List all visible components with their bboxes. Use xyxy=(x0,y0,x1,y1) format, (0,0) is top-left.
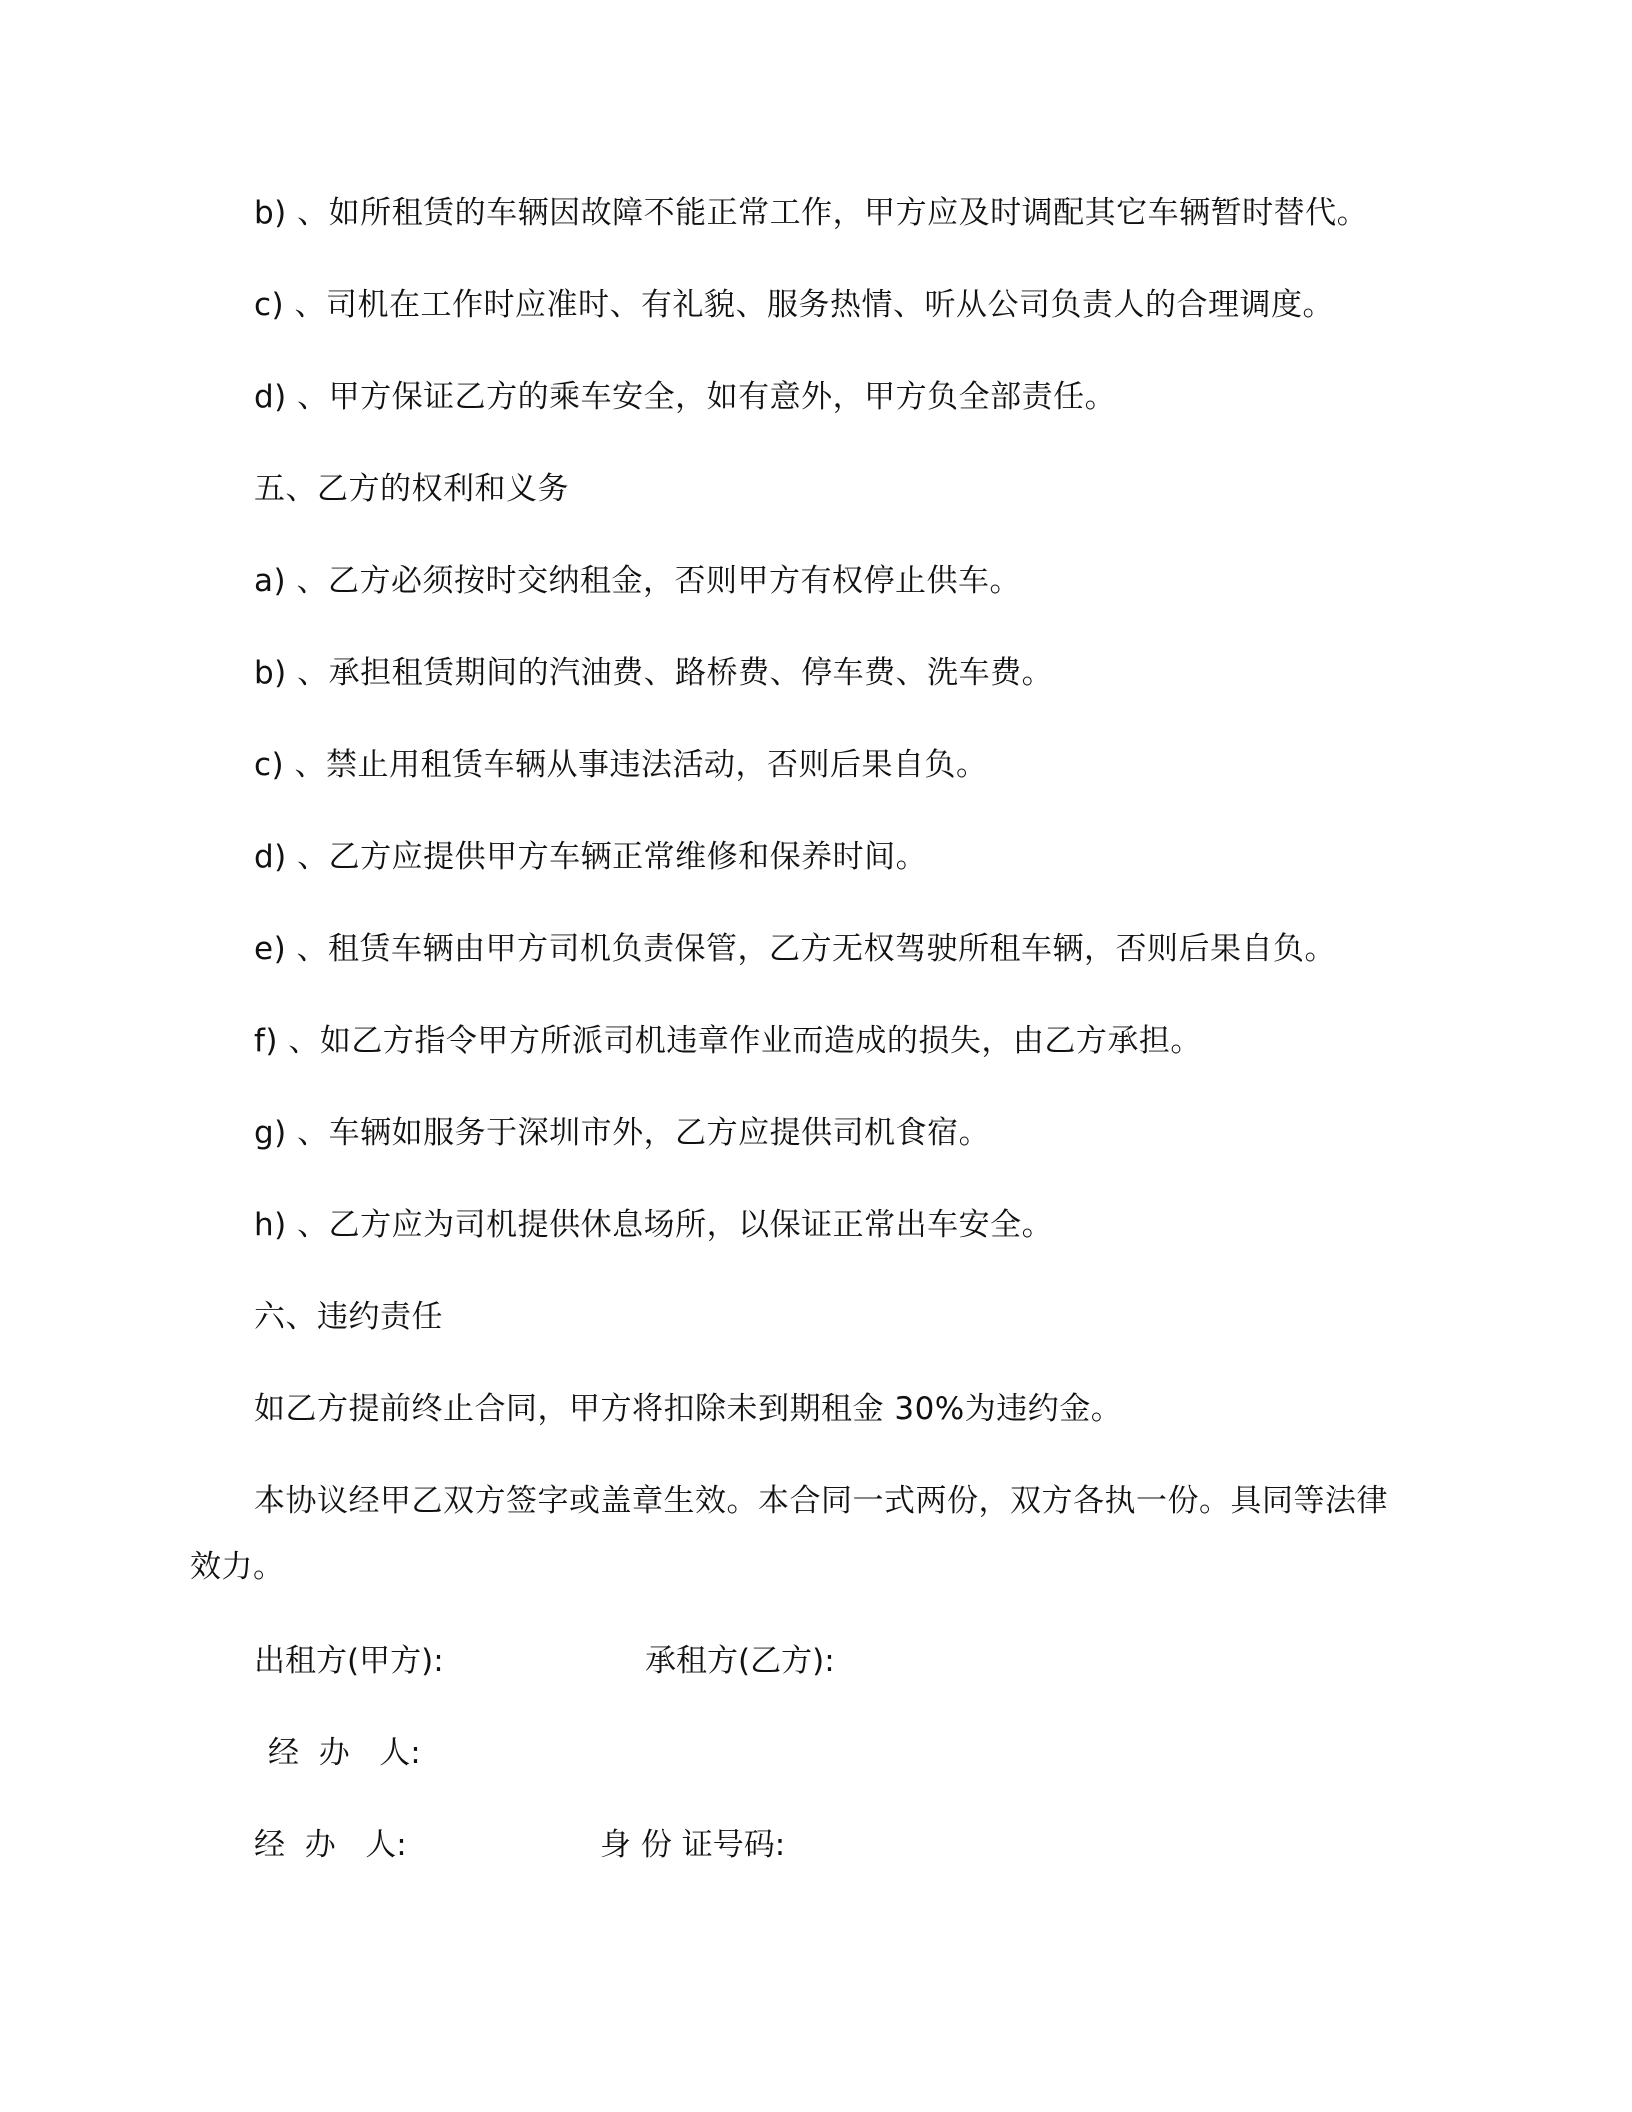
section-five-heading: 五、乙方的权利和义务 xyxy=(254,471,569,507)
clause-5d: d) 、乙方应提供甲方车辆正常维修和保养时间。 xyxy=(254,839,928,875)
clause-5a: a) 、乙方必须按时交纳租金，否则甲方有权停止供车。 xyxy=(254,563,1021,599)
clause-5g: g) 、车辆如服务于深圳市外，乙方应提供司机食宿。 xyxy=(254,1115,991,1151)
penalty-text: 如乙方提前终止合同，甲方将扣除未到期租金 30%为违约金。 xyxy=(254,1391,1123,1427)
closing-paragraph-continuation: 效力。 xyxy=(190,1549,285,1585)
id-number-label: 身 份 证号码: xyxy=(600,1827,786,1863)
clause-5b: b) 、承担租赁期间的汽油费、路桥费、停车费、洗车费。 xyxy=(254,655,1054,691)
clause-5e: e) 、租赁车辆由甲方司机负责保管，乙方无权驾驶所租车辆，否则后果自负。 xyxy=(254,931,1337,967)
lessor-label: 出租方(甲方): xyxy=(254,1643,444,1679)
clause-4c: c) 、司机在工作时应准时、有礼貌、服务热情、听从公司负责人的合理调度。 xyxy=(254,287,1334,323)
agent-b-label: 经 办 人: xyxy=(254,1827,407,1863)
agent-a-label: 经 办 人: xyxy=(268,1735,421,1771)
clause-5f: f) 、如乙方指令甲方所派司机违章作业而造成的损失，由乙方承担。 xyxy=(254,1023,1202,1059)
closing-paragraph: 本协议经甲乙双方签字或盖章生效。本合同一式两份，双方各执一份。具同等法律 xyxy=(254,1483,1388,1519)
clause-4d: d) 、甲方保证乙方的乘车安全，如有意外，甲方负全部责任。 xyxy=(254,379,1117,415)
lessee-label: 承租方(乙方): xyxy=(645,1643,835,1679)
clause-5c: c) 、禁止用租赁车辆从事违法活动，否则后果自负。 xyxy=(254,747,988,783)
clause-5h: h) 、乙方应为司机提供休息场所，以保证正常出车安全。 xyxy=(254,1207,1054,1243)
section-six-heading: 六、违约责任 xyxy=(254,1299,443,1335)
clause-4b: b) 、如所租赁的车辆因故障不能正常工作，甲方应及时调配其它车辆暂时替代。 xyxy=(254,195,1369,231)
